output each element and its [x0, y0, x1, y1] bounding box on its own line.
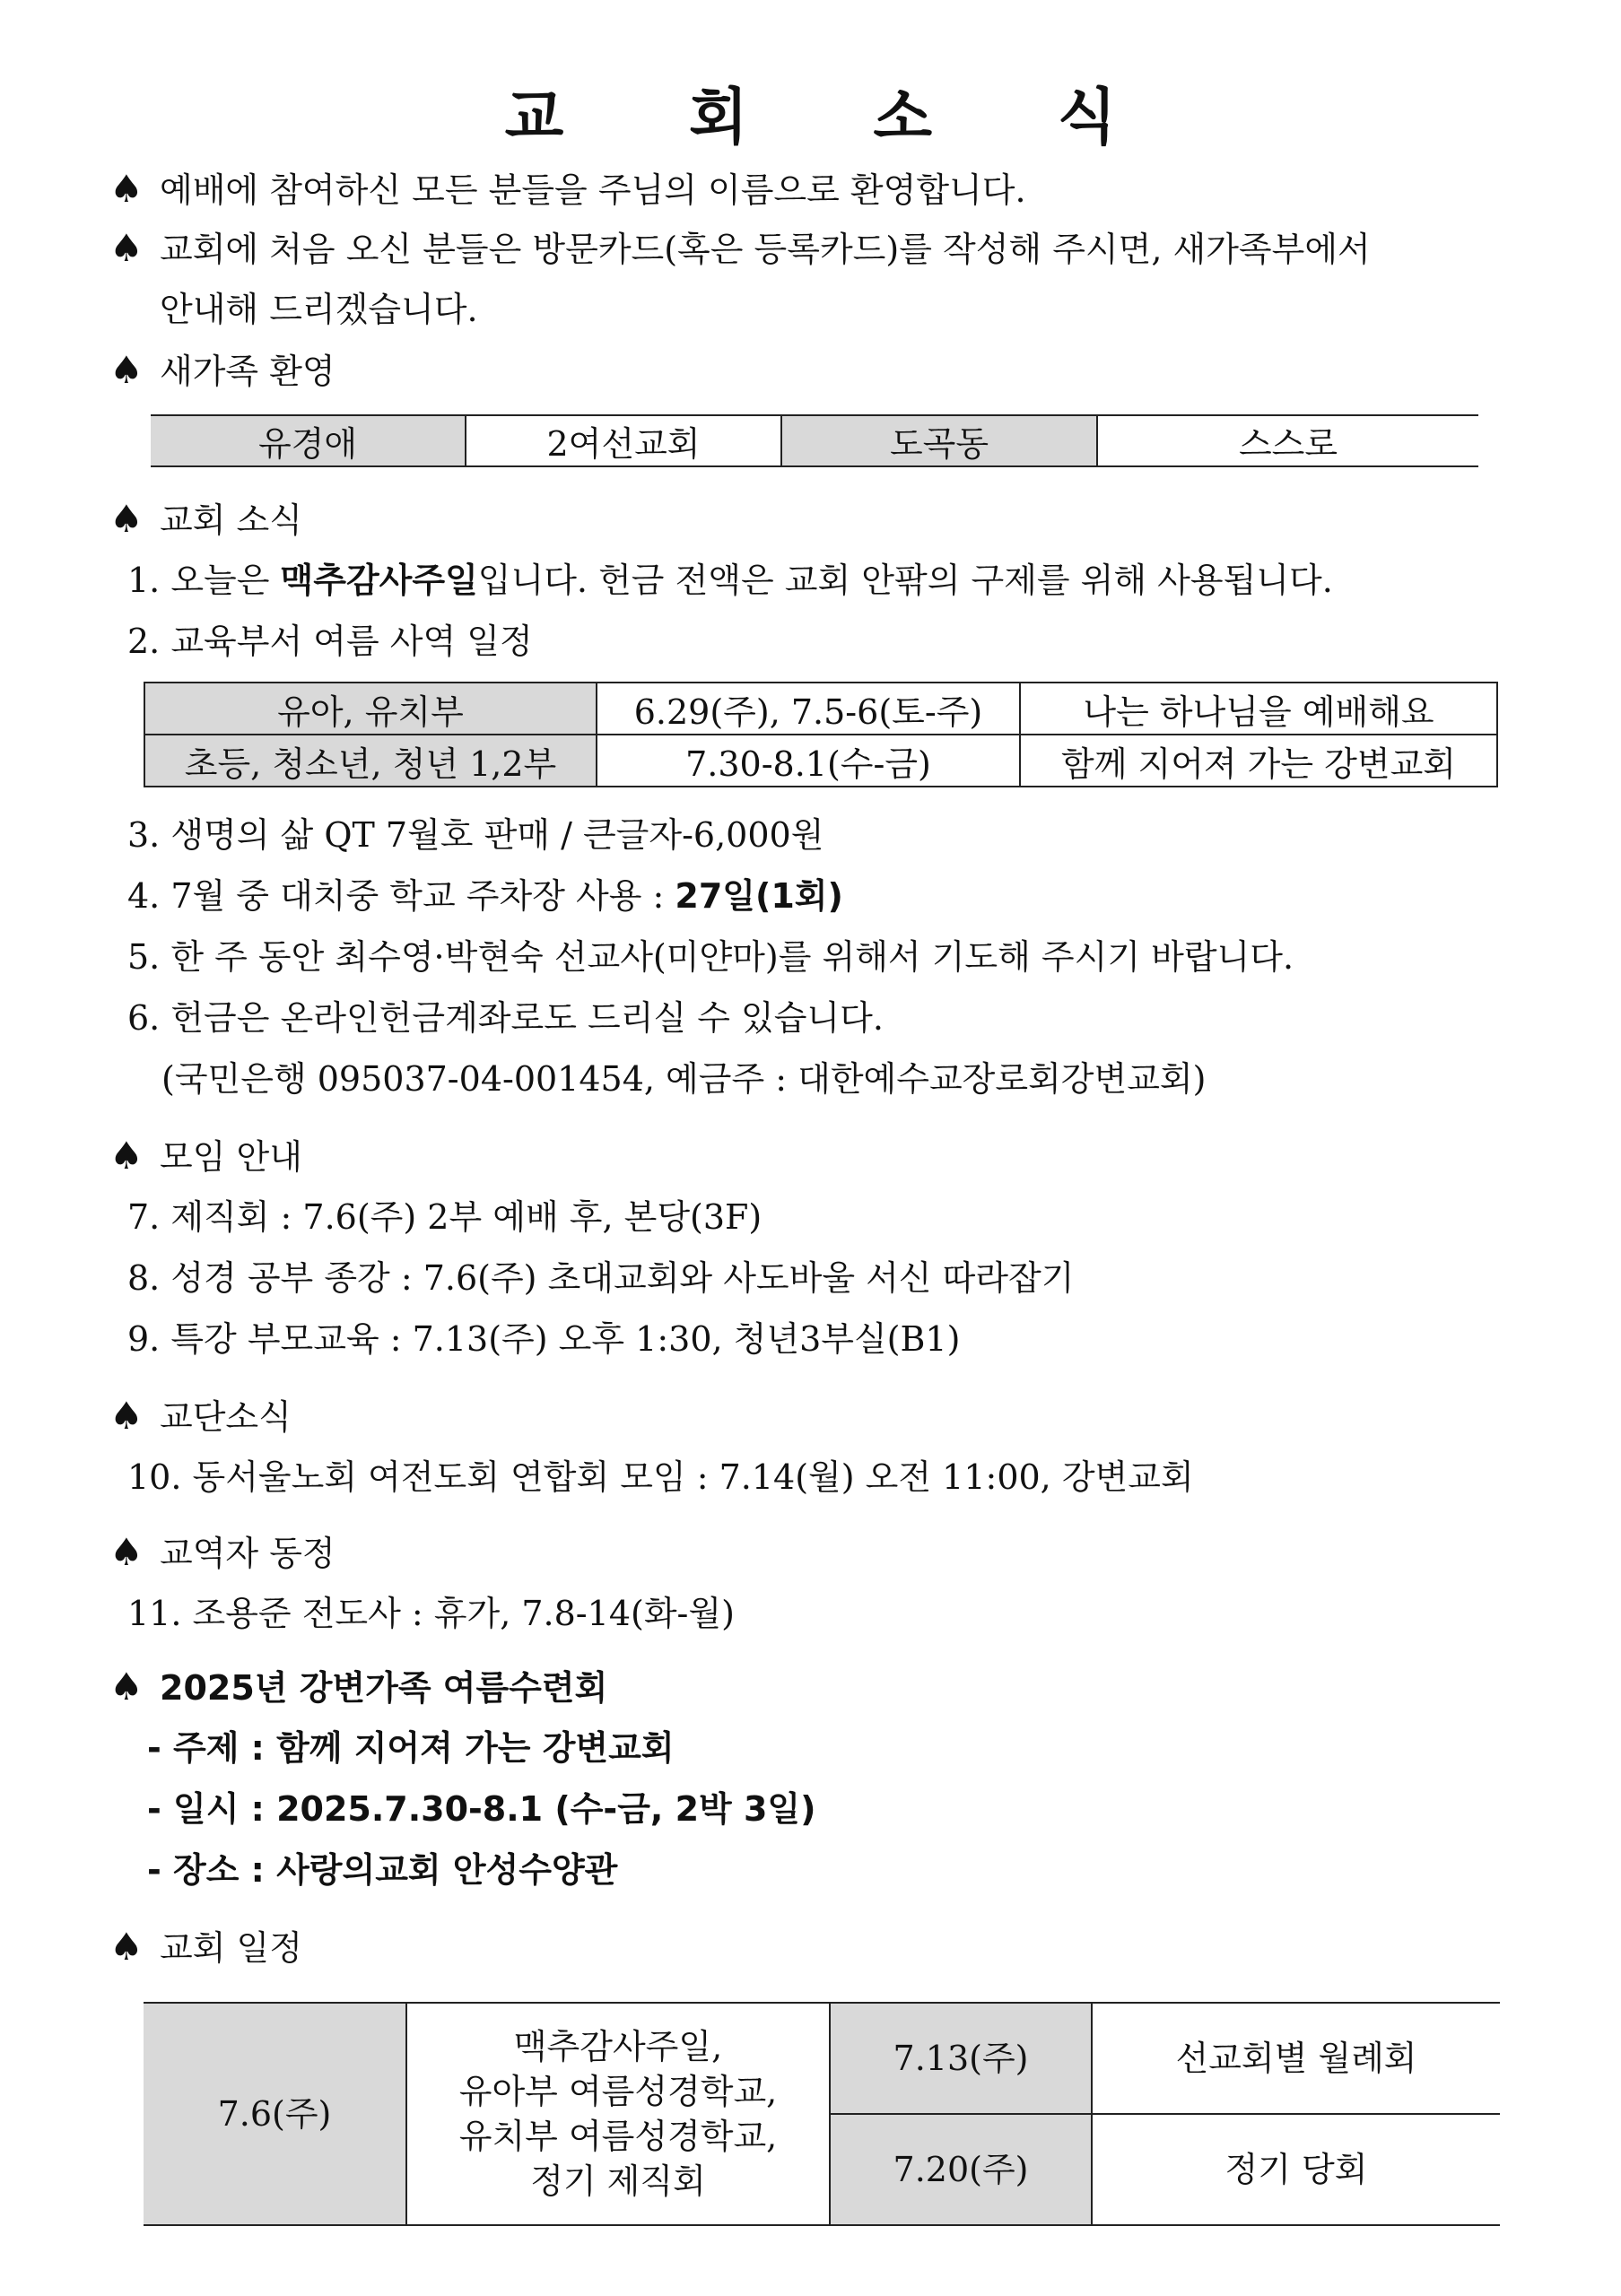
first-visit-line: [109, 226, 1371, 272]
spade-icon: ♠: [109, 1530, 144, 1574]
new-family-area: 도곡동: [781, 415, 1097, 466]
table-row: [144, 683, 1497, 735]
church-news-heading-text: 교회 소식: [160, 500, 302, 540]
page-title: 교 회 소 식: [504, 83, 1169, 153]
spade-icon: ♠: [109, 348, 144, 392]
edu-theme: 나는 하나님을 예배해요: [1020, 683, 1497, 735]
schedule-event-line: 맥추감사주일,: [513, 2027, 723, 2066]
retreat-date: - 일시 : 2025.7.30-8.1 (수-금, 2박 3일): [147, 1789, 816, 1829]
edu-dept: 유아, 유치부: [144, 683, 597, 735]
ministers-heading-text: 교역자 동정: [160, 1534, 336, 1573]
edu-date: 6.29(주), 7.5-6(토-주): [597, 683, 1020, 735]
offering-account: (국민은행 095037-04-001454, 예금주 : 대한예수교장로회강변교회): [161, 1059, 1207, 1099]
new-family-heading: [109, 348, 336, 394]
denomination-heading: [109, 1394, 292, 1439]
news-item-4: [127, 874, 843, 918]
schedule-heading: [109, 1925, 302, 1970]
church-news-heading: [109, 497, 302, 543]
news-item-1-post: 입니다. 헌금 전액은 교회 안팎의 구제를 위해 사용됩니다.: [477, 561, 1333, 600]
news-item-1-highlight: 맥추감사주일: [280, 561, 478, 600]
news-item-1-pre: 1. 오늘은: [127, 561, 281, 600]
spade-icon: ♠: [109, 497, 144, 541]
denomination-item-10: 10. 동서울노회 여전도회 연합회 모임 : 7.14(월) 오전 11:00, 강변교회: [127, 1457, 1194, 1497]
new-family-name: 유경애: [151, 415, 466, 466]
news-item-1: [127, 558, 1333, 603]
schedule-event-line: 정기 제직회: [530, 2161, 706, 2201]
schedule-date-3: 7.20(주): [830, 2114, 1092, 2225]
schedule-heading-text: 교회 일정: [160, 1928, 302, 1968]
edu-dept: 초등, 청소년, 청년 1,2부: [144, 735, 597, 787]
news-item-4-pre: 4. 7월 중 대치중 학교 주차장 사용 :: [127, 876, 675, 916]
meeting-item-7: 7. 제직회 : 7.6(주) 2부 예배 후, 본당(3F): [127, 1197, 763, 1237]
meeting-item-9: 9. 특강 부모교육 : 7.13(주) 오후 1:30, 청년3부실(B1): [127, 1319, 961, 1359]
retreat-theme: - 주제 : 함께 지어져 가는 강변교회: [147, 1728, 675, 1768]
retreat-place: - 장소 : 사랑의교회 안성수양관: [147, 1850, 618, 1890]
meeting-item-8: 8. 성경 공부 종강 : 7.6(주) 초대교회와 사도바울 서신 따라잡기: [127, 1258, 1075, 1298]
schedule-event-3: 정기 당회: [1092, 2114, 1500, 2225]
education-schedule-table: [144, 682, 1498, 787]
first-visit-line-2: 안내해 드리겠습니다.: [160, 290, 478, 329]
spade-icon: ♠: [109, 1394, 144, 1438]
spade-icon: ♠: [109, 1134, 144, 1178]
new-family-group: 2여선교회: [466, 415, 781, 466]
spade-icon: ♠: [109, 1925, 144, 1969]
retreat-heading: [109, 1665, 607, 1710]
schedule-date-2: 7.13(주): [830, 2003, 1092, 2114]
edu-theme: 함께 지어져 가는 강변교회: [1020, 735, 1497, 787]
new-family-table: [151, 414, 1478, 467]
welcome-line: [109, 167, 1026, 213]
ministers-heading: [109, 1530, 336, 1576]
news-item-4-highlight: 27일(1회): [675, 876, 843, 916]
table-row: [144, 2003, 1500, 2114]
new-family-heading-text: 새가족 환영: [160, 352, 336, 391]
schedule-event-line: 유치부 여름성경학교,: [458, 2117, 778, 2156]
meetings-heading-text: 모임 안내: [160, 1137, 302, 1177]
first-visit-text: 교회에 처음 오신 분들은 방문카드(혹은 등록카드)를 작성해 주시면, 새가족부에서: [160, 230, 1371, 269]
news-item-6: 6. 헌금은 온라인헌금계좌로도 드리실 수 있습니다.: [127, 998, 884, 1038]
spade-icon: ♠: [109, 167, 144, 211]
welcome-text: 예배에 참여하신 모든 분들을 주님의 이름으로 환영합니다.: [160, 170, 1026, 210]
minister-item-11: 11. 조용준 전도사 : 휴가, 7.8-14(화-월): [127, 1594, 735, 1633]
spade-icon: ♠: [109, 1665, 144, 1709]
spade-icon: ♠: [109, 226, 144, 270]
table-row: [144, 735, 1497, 787]
news-item-3: 3. 생명의 삶 QT 7월호 판매 / 큰글자-6,000원: [127, 815, 824, 855]
new-family-referral: 스스로: [1097, 415, 1478, 466]
schedule-event-2: 선교회별 월례회: [1092, 2003, 1500, 2114]
schedule-date-1: 7.6(주): [144, 2003, 406, 2225]
schedule-events-1: [406, 2003, 830, 2225]
news-item-2: 2. 교육부서 여름 사역 일정: [127, 622, 533, 661]
schedule-event-line: 유아부 여름성경학교,: [458, 2072, 778, 2111]
news-item-5: 5. 한 주 동안 최수영·박현숙 선교사(미얀마)를 위해서 기도해 주시기 바랍니다.: [127, 937, 1294, 977]
edu-date: 7.30-8.1(수-금): [597, 735, 1020, 787]
retreat-heading-text: 2025년 강변가족 여름수련회: [160, 1668, 608, 1708]
church-schedule-table: [144, 2002, 1500, 2226]
meetings-heading: [109, 1134, 302, 1179]
denomination-heading-text: 교단소식: [160, 1397, 292, 1437]
